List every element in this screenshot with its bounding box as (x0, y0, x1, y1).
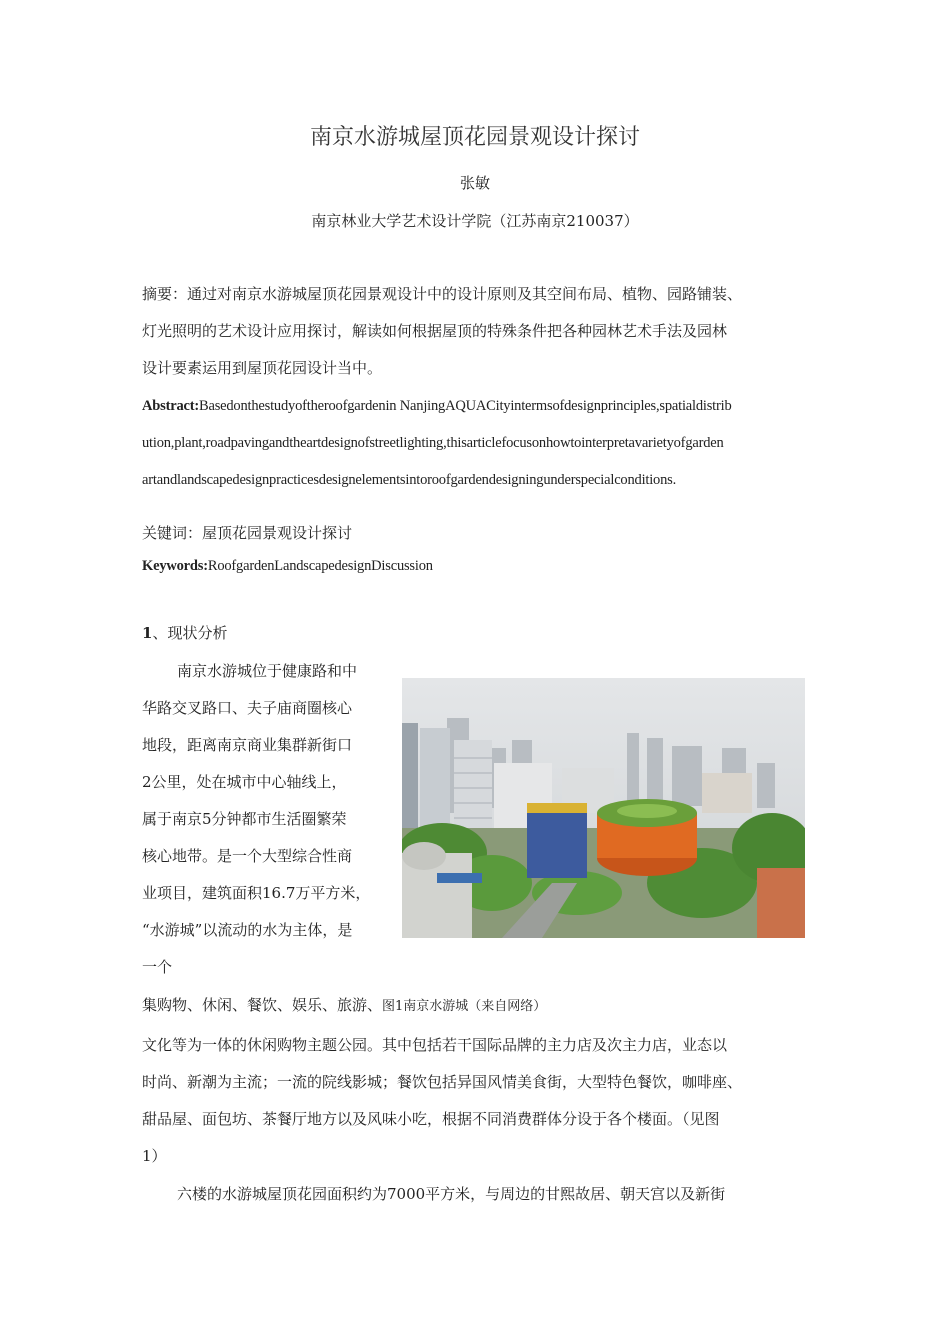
keywords-en-text: RoofgardenLandscapedesignDiscussion (207, 558, 433, 574)
keywords-en (142, 558, 433, 575)
body-line: 地段，距离南京商业集群新街口 (142, 736, 353, 754)
body-line: 2公里，处在城市中心轴线上， (142, 773, 347, 791)
figure-aqua-city-photo (402, 678, 805, 938)
keywords-cn: 关键词：屋顶花园景观设计探讨 (142, 524, 353, 542)
abstract-en-label: Abstract: (142, 398, 199, 414)
aqua-city-illustration (402, 678, 805, 938)
author-affiliation: 南京林业大学艺术设计学院（江苏南京210037） (311, 212, 639, 230)
body-line: 文化等为一体的休闲购物主题公园。其中包括若干国际品牌的主力店及次主力店，业态以 (142, 1036, 728, 1054)
keywords-en-label: Keywords: (142, 558, 208, 574)
abstract-cn-line: 摘要：通过对南京水游城屋顶花园景观设计中的设计原则及其空间布局、植物、园路铺装、 (142, 285, 743, 303)
body-line: 华路交叉路口、夫子庙商圈核心 (142, 699, 353, 717)
body-line: 六楼的水游城屋顶花园面积约为7000平方米，与周边的甘熙故居、朝天宫以及新街 (177, 1185, 726, 1203)
section-title: 、现状分析 (152, 624, 228, 642)
section-number: 1 (142, 624, 153, 642)
figure-caption: 图1南京水游城（来自网络） (382, 999, 547, 1014)
caption-line (142, 994, 546, 1015)
body-line: 属于南京5分钟都市生活圈繁荣 (142, 810, 347, 828)
abstract-cn-line: 灯光照明的艺术设计应用探讨，解读如何根据屋顶的特殊条件把各种园林艺术手法及园林 (142, 322, 728, 340)
author-name: 张敏 (459, 174, 490, 192)
body-line: 时尚、新潮为主流；一流的院线影城；餐饮包括异国风情美食街，大型特色餐饮，咖啡座、 (142, 1073, 743, 1091)
abstract-en-line: artandlandscapedesignpracticesdesignelementsintoroofgardendesigningunderspecialconditions. (142, 472, 677, 488)
abstract-cn-line: 设计要素运用到屋顶花园设计当中。 (142, 359, 383, 377)
abstract-en-line (142, 398, 732, 415)
abstract-en-line: ution,plant,roadpavingandtheartdesignofstreetlighting,thisarticlefocusonhowtointerpretavarietyofgarden (142, 435, 724, 451)
body-line-fragment: 集购物、休闲、餐饮、娱乐、旅游、 (142, 996, 383, 1014)
body-line: 甜品屋、面包坊、茶餐厅地方以及风味小吃，根据不同消费群体分设于各个楼面。（见图 (142, 1110, 720, 1128)
body-line: 业项目，建筑面积16.7万平方米， (142, 884, 371, 902)
body-line: 南京水游城位于健康路和中 (177, 662, 358, 680)
section-heading (142, 622, 227, 643)
body-line: 核心地带。是一个大型综合性商 (142, 847, 353, 865)
body-line: 一个 (142, 958, 173, 976)
body-line: “水游城”以流动的水为主体，是 (142, 921, 353, 939)
body-line: 1） (142, 1147, 167, 1165)
paper-title: 南京水游城屋顶花园景观设计探讨 (309, 125, 640, 150)
abstract-en-text: Basedonthestudyoftheroofgardenin NanjingAQUACityintermsofdesignprinciples,spatialdistrib (199, 398, 732, 414)
